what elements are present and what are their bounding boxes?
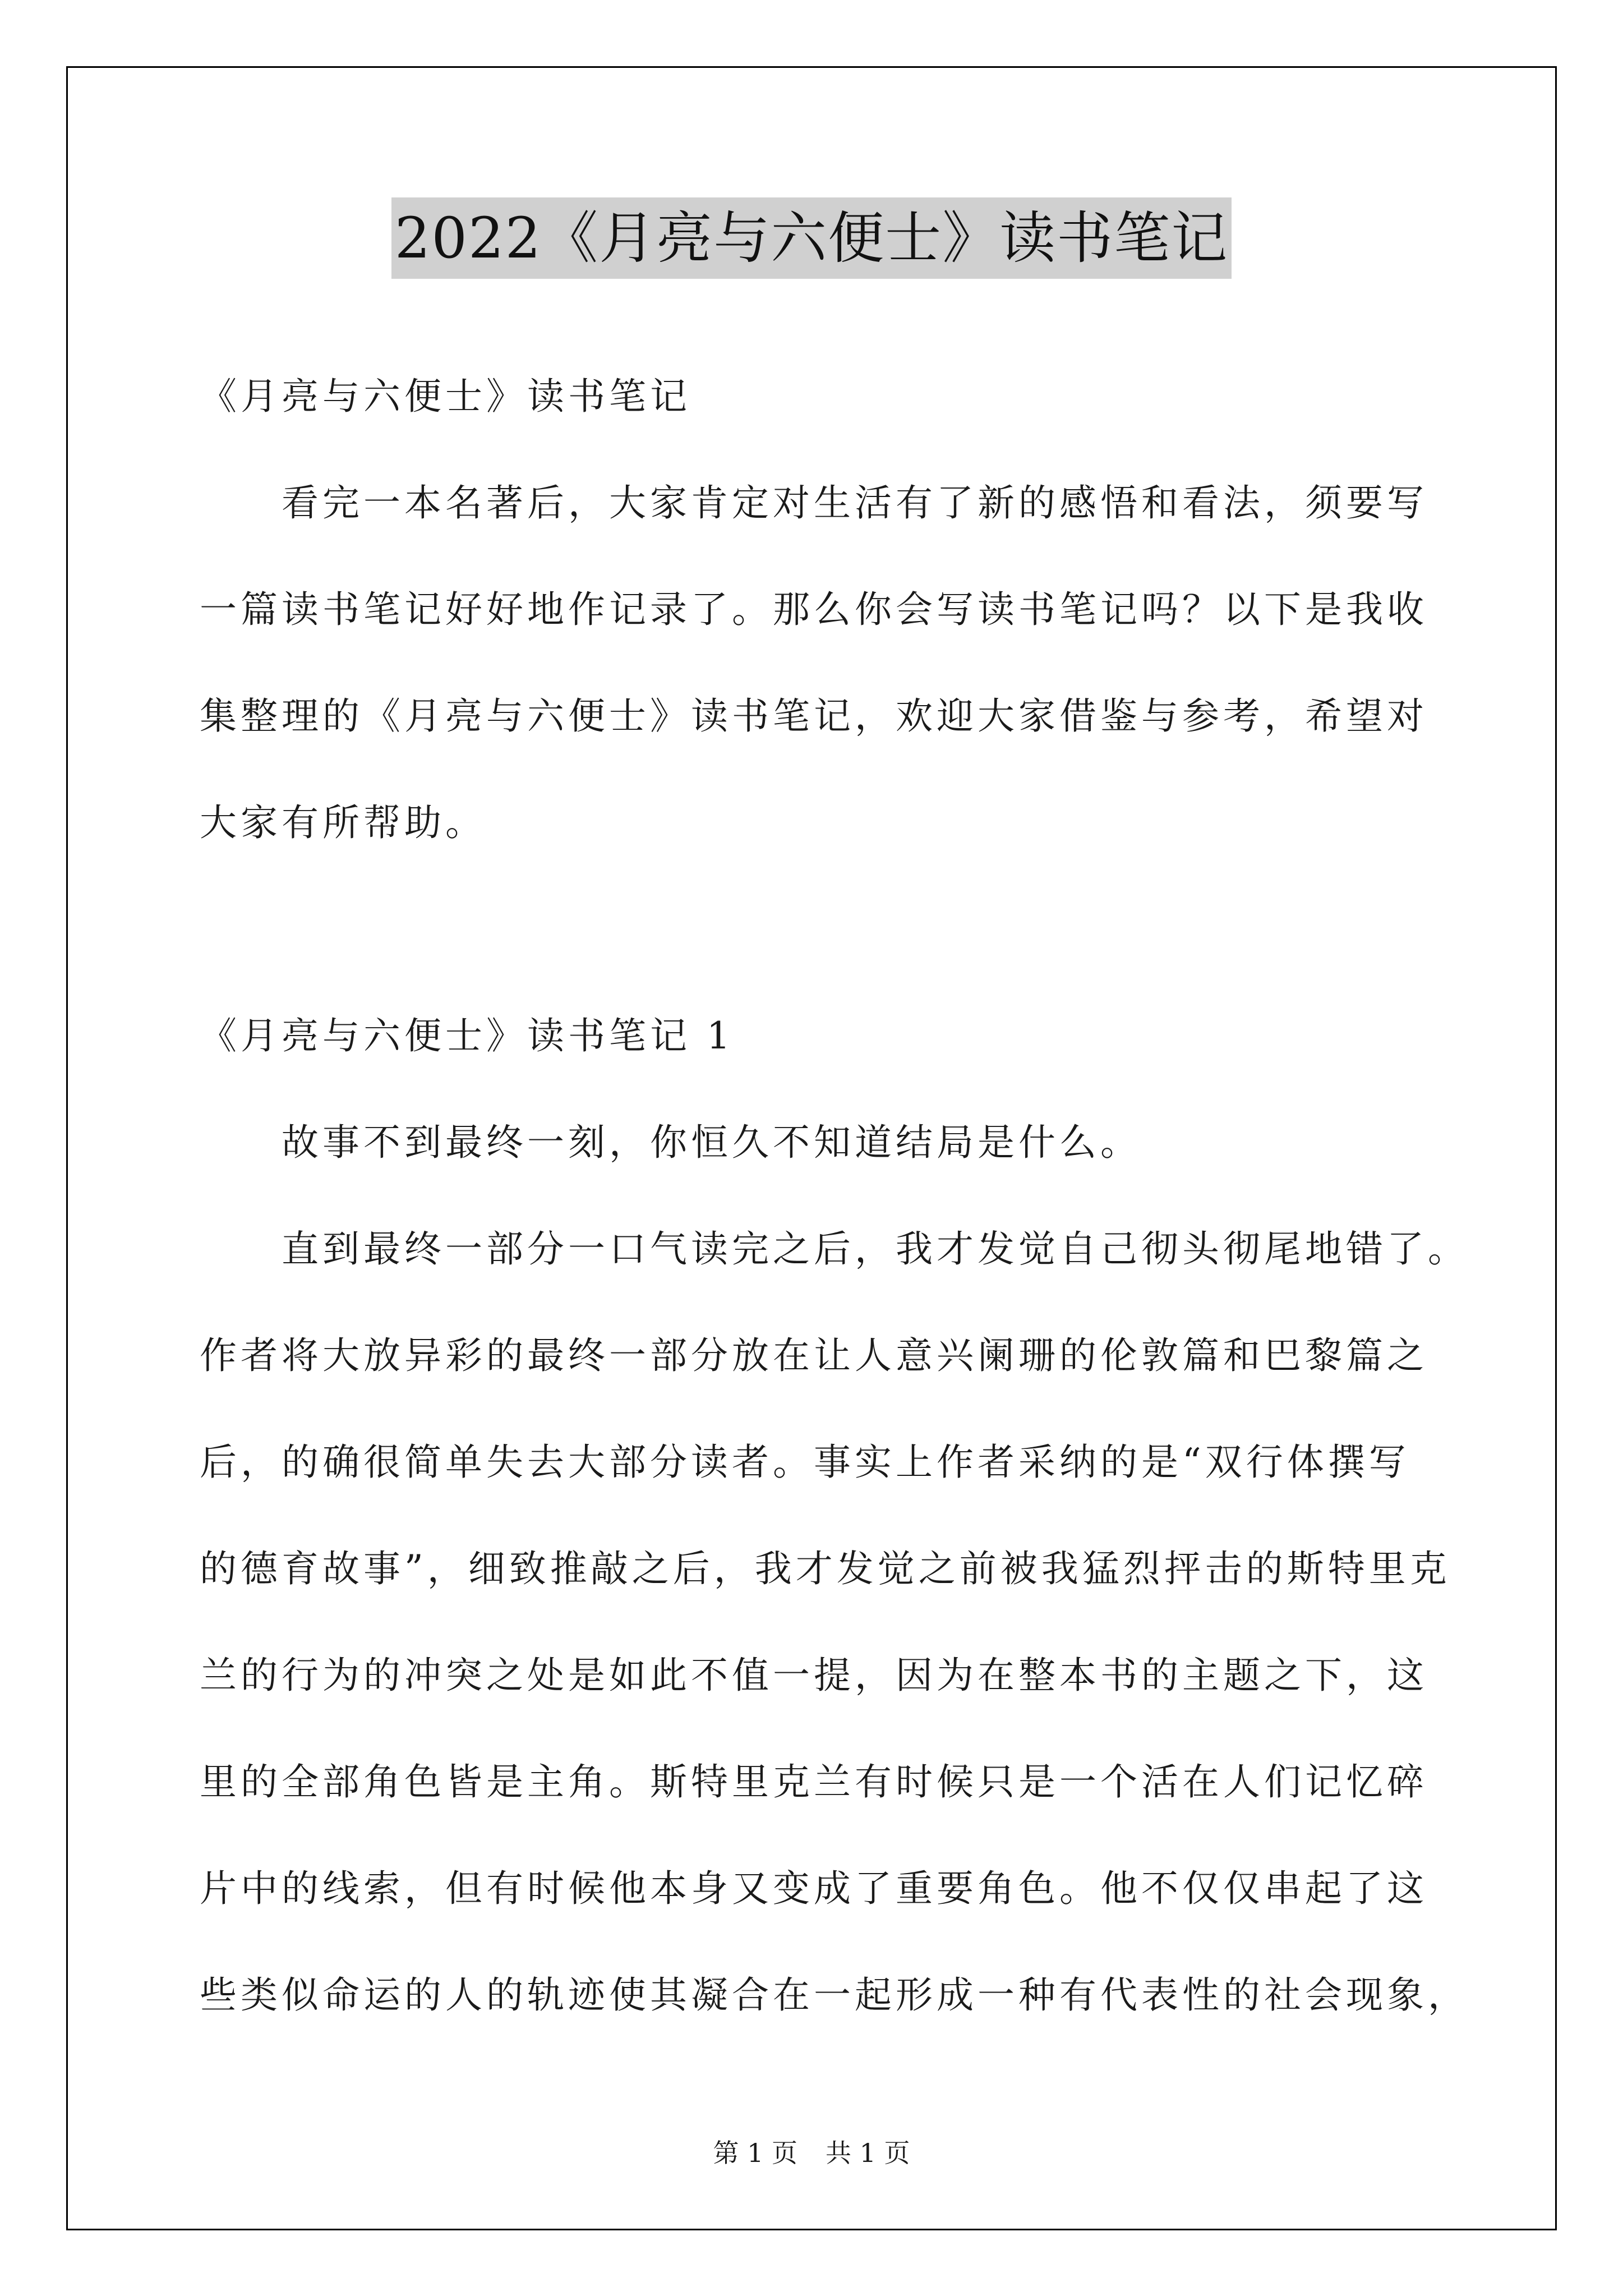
document-body (200, 343, 1469, 2049)
subtitle: 《月亮与六便士》读书笔记 (200, 375, 691, 418)
paragraph-line: 作者将大放异彩的最终一部分放在让人意兴阑珊的伦敦篇和巴黎篇之 (200, 1334, 1428, 1377)
title-container (0, 197, 1623, 279)
section-heading: 《月亮与六便士》读书笔记 1 (200, 1014, 734, 1057)
page-total: 共 1 页 (826, 2138, 910, 2168)
paragraph-line: 故事不到最终一刻，你恒久不知道结局是什么。 (282, 1121, 1141, 1164)
intro-line: 集整理的《月亮与六便士》读书笔记，欢迎大家借鉴与参考，希望对 (200, 694, 1428, 738)
paragraph-line: 的德育故事”，细致推敲之后，我才发觉之前被我猛烈抨击的斯特里克 (200, 1547, 1451, 1590)
paragraph-line: 里的全部角色皆是主角。斯特里克兰有时候只是一个活在人们记忆碎 (200, 1760, 1428, 1803)
paragraph-gap (200, 876, 1456, 983)
intro-line: 大家有所帮助。 (200, 801, 486, 844)
paragraph-line: 兰的行为的冲突之处是如此不值一提，因为在整本书的主题之下，这 (200, 1654, 1428, 1697)
paragraph-line: 后，的确很简单失去大部分读者。事实上作者采纳的是“双行体撰写 (200, 1441, 1410, 1484)
document-title: 2022《月亮与六便士》读书笔记 (391, 197, 1232, 279)
page-number: 第 1 页 (713, 2138, 797, 2168)
paragraph-line: 片中的线索，但有时候他本身又变成了重要角色。他不仅仅串起了这 (200, 1867, 1428, 1910)
intro-line: 一篇读书笔记好好地作记录了。那么你会写读书笔记吗？以下是我收 (200, 588, 1428, 631)
page-footer (0, 2136, 1623, 2170)
intro-line: 看完一本名著后，大家肯定对生活有了新的感悟和看法，须要写 (282, 481, 1428, 524)
paragraph-line: 直到最终一部分一口气读完之后，我才发觉自己彻头彻尾地错了。 (282, 1227, 1469, 1271)
paragraph-line: 些类似命运的人的轨迹使其凝合在一起形成一种有代表性的社会现象， (200, 1973, 1469, 2017)
